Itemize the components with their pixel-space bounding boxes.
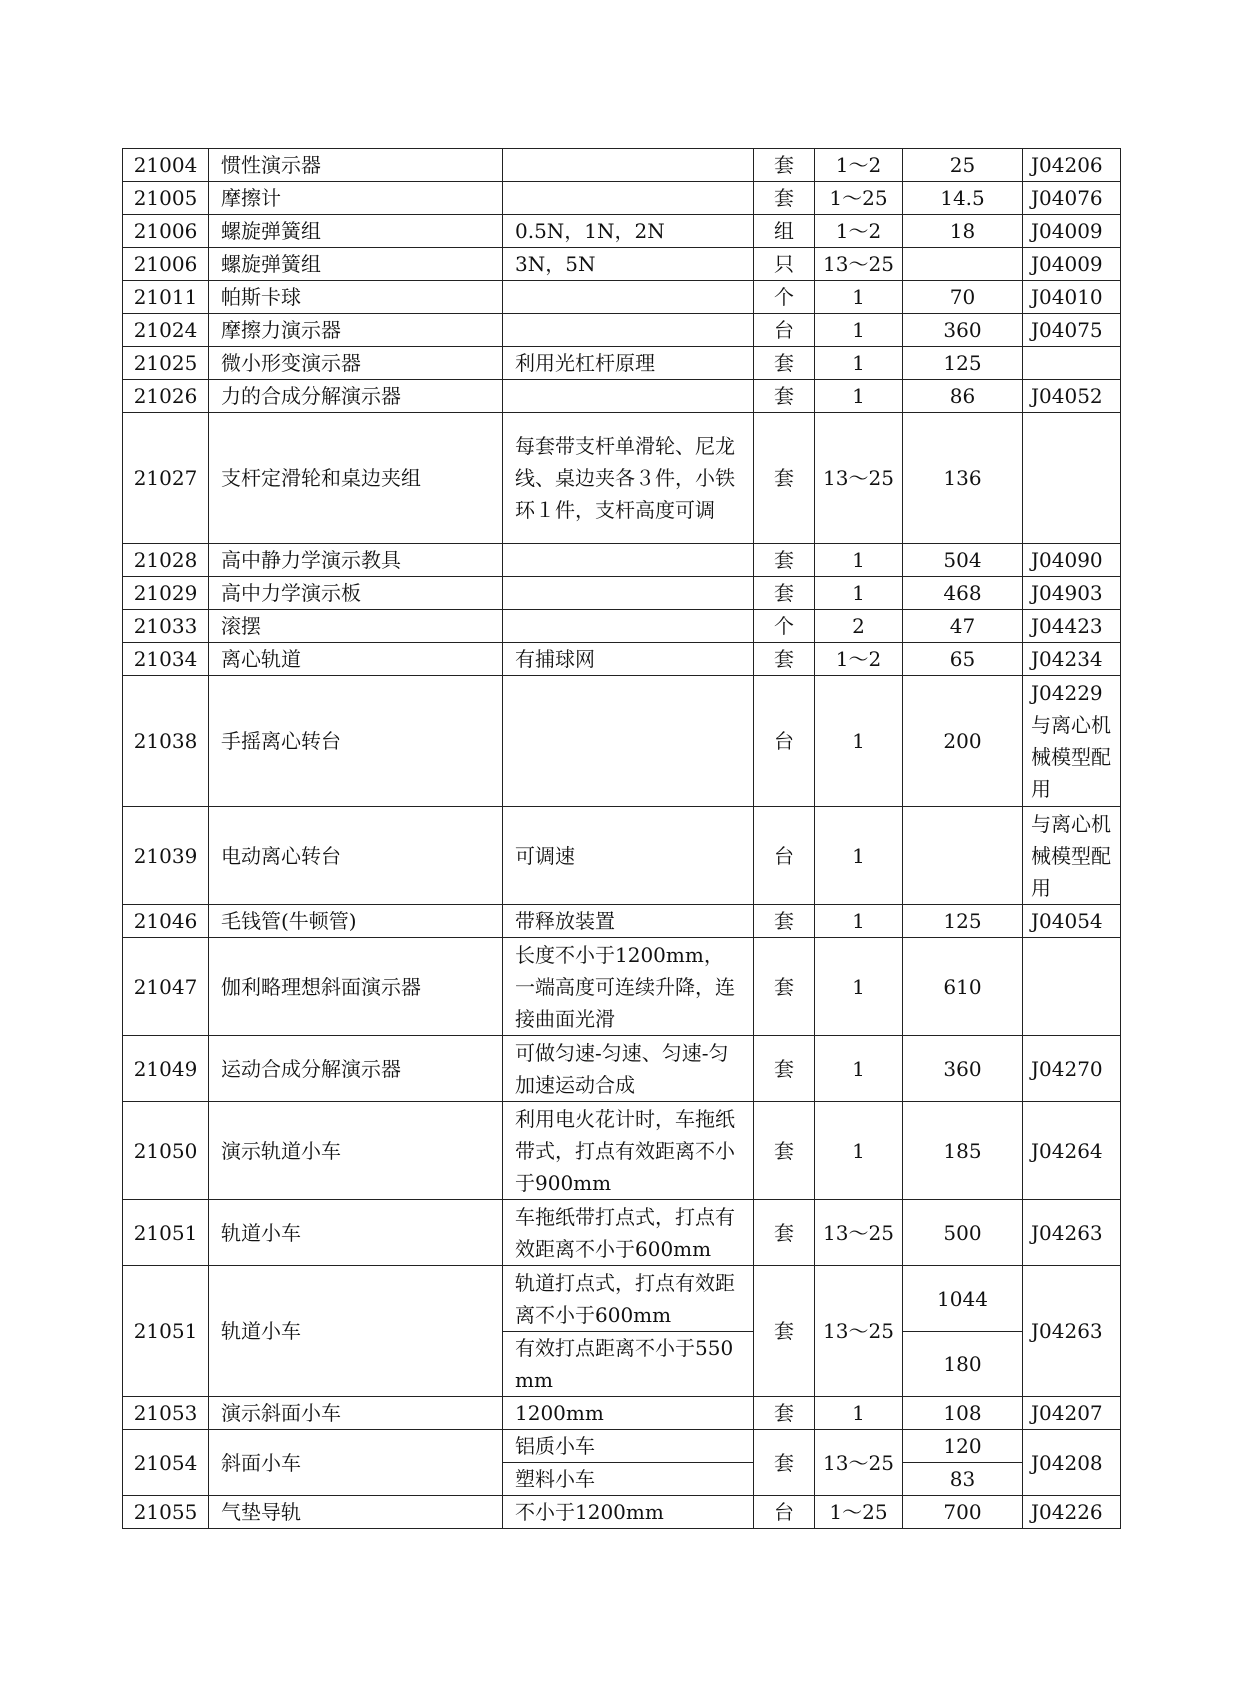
item-name-cell: 摩擦力演示器: [209, 314, 503, 347]
item-number-cell: 21055: [123, 1496, 209, 1529]
item-spec-cell: 带释放装置: [503, 905, 754, 938]
item-spec-cell: [503, 544, 754, 577]
item-code-cell: J04423: [1023, 610, 1121, 643]
item-price-cell: 1044: [903, 1266, 1023, 1332]
item-qty-cell: 1～2: [815, 215, 903, 248]
item-number-cell: 21046: [123, 905, 209, 938]
item-name-cell: 螺旋弹簧组: [209, 248, 503, 281]
item-number-cell: 21054: [123, 1430, 209, 1496]
item-code-cell: J04009: [1023, 215, 1121, 248]
item-spec-cell: 不小于1200mm: [503, 1496, 754, 1529]
item-number-cell: 21034: [123, 643, 209, 676]
item-price-cell: 700: [903, 1496, 1023, 1529]
item-spec-cell: 有效打点距离不小于550mm: [503, 1332, 754, 1397]
item-number-cell: 21026: [123, 380, 209, 413]
table-row: [123, 1036, 1121, 1102]
item-qty-cell: 13～25: [815, 248, 903, 281]
item-unit-cell: 套: [754, 938, 815, 1036]
item-price-cell: 504: [903, 544, 1023, 577]
item-spec-cell: [503, 182, 754, 215]
item-price-cell: 65: [903, 643, 1023, 676]
item-code-cell: J04270: [1023, 1036, 1121, 1102]
item-unit-cell: 套: [754, 182, 815, 215]
item-spec-cell: 车拖纸带打点式，打点有效距离不小于600mm: [503, 1200, 754, 1266]
item-price-cell: 86: [903, 380, 1023, 413]
item-code-cell: J04076: [1023, 182, 1121, 215]
item-qty-cell: 13～25: [815, 1200, 903, 1266]
item-price-cell: 18: [903, 215, 1023, 248]
item-qty-cell: 1～2: [815, 643, 903, 676]
item-name-cell: 运动合成分解演示器: [209, 1036, 503, 1102]
item-unit-cell: 套: [754, 1102, 815, 1200]
item-unit-cell: 套: [754, 380, 815, 413]
item-qty-cell: 1: [815, 314, 903, 347]
table-row: [123, 610, 1121, 643]
item-qty-cell: 1: [815, 1036, 903, 1102]
item-code-cell: [1023, 413, 1121, 544]
table-row: [123, 676, 1121, 807]
item-qty-cell: 1: [815, 807, 903, 905]
item-unit-cell: 套: [754, 643, 815, 676]
item-qty-cell: 1: [815, 1102, 903, 1200]
item-price-cell: 83: [903, 1463, 1023, 1496]
item-price-cell: 500: [903, 1200, 1023, 1266]
table-row: [123, 314, 1121, 347]
item-number-cell: 21039: [123, 807, 209, 905]
item-number-cell: 21047: [123, 938, 209, 1036]
item-code-cell: J04054: [1023, 905, 1121, 938]
item-name-cell: 螺旋弹簧组: [209, 215, 503, 248]
item-name-cell: 演示斜面小车: [209, 1397, 503, 1430]
item-code-cell: [1023, 347, 1121, 380]
item-number-cell: 21053: [123, 1397, 209, 1430]
item-number-cell: 21004: [123, 149, 209, 182]
item-code-cell: 与离心机械模型配用: [1023, 807, 1121, 905]
item-code-cell: [1023, 938, 1121, 1036]
item-name-cell: 惯性演示器: [209, 149, 503, 182]
item-name-cell: 力的合成分解演示器: [209, 380, 503, 413]
item-price-cell: 47: [903, 610, 1023, 643]
item-number-cell: 21050: [123, 1102, 209, 1200]
item-unit-cell: 套: [754, 577, 815, 610]
item-name-cell: 手摇离心转台: [209, 676, 503, 807]
table-row: [123, 807, 1121, 905]
item-price-cell: 108: [903, 1397, 1023, 1430]
equipment-table: [122, 148, 1121, 1529]
item-unit-cell: 套: [754, 1036, 815, 1102]
item-code-cell: J04207: [1023, 1397, 1121, 1430]
item-number-cell: 21051: [123, 1200, 209, 1266]
item-unit-cell: 台: [754, 314, 815, 347]
item-spec-cell: 铝质小车: [503, 1430, 754, 1463]
table-row: [123, 347, 1121, 380]
item-code-cell: J04264: [1023, 1102, 1121, 1200]
item-qty-cell: 1～2: [815, 149, 903, 182]
item-price-cell: 14.5: [903, 182, 1023, 215]
item-qty-cell: 13～25: [815, 1430, 903, 1496]
table-row: [123, 544, 1121, 577]
item-unit-cell: 只: [754, 248, 815, 281]
item-price-cell: 468: [903, 577, 1023, 610]
item-unit-cell: 套: [754, 1397, 815, 1430]
item-spec-cell: 可做匀速-匀速、匀速-匀加速运动合成: [503, 1036, 754, 1102]
table-row: [123, 248, 1121, 281]
item-qty-cell: 1～25: [815, 1496, 903, 1529]
item-spec-cell: [503, 380, 754, 413]
item-spec-cell: [503, 610, 754, 643]
item-number-cell: 21005: [123, 182, 209, 215]
item-name-cell: 轨道小车: [209, 1266, 503, 1397]
item-code-cell: J04263: [1023, 1200, 1121, 1266]
item-unit-cell: 套: [754, 347, 815, 380]
item-number-cell: 21028: [123, 544, 209, 577]
item-code-cell: J04208: [1023, 1430, 1121, 1496]
item-code-cell: J04052: [1023, 380, 1121, 413]
item-qty-cell: 1: [815, 676, 903, 807]
item-spec-cell: 1200mm: [503, 1397, 754, 1430]
item-name-cell: 电动离心转台: [209, 807, 503, 905]
item-spec-cell: 3N，5N: [503, 248, 754, 281]
item-number-cell: 21038: [123, 676, 209, 807]
item-number-cell: 21024: [123, 314, 209, 347]
item-qty-cell: 1: [815, 938, 903, 1036]
table-row: [123, 1430, 1121, 1463]
item-spec-cell: 塑料小车: [503, 1463, 754, 1496]
item-price-cell: 125: [903, 905, 1023, 938]
item-name-cell: 摩擦计: [209, 182, 503, 215]
item-spec-cell: 利用电火花计时，车拖纸带式，打点有效距离不小于900mm: [503, 1102, 754, 1200]
item-price-cell: 125: [903, 347, 1023, 380]
item-spec-cell: 长度不小于1200mm，一端高度可连续升降，连接曲面光滑: [503, 938, 754, 1036]
item-code-cell: J04010: [1023, 281, 1121, 314]
item-price-cell: 200: [903, 676, 1023, 807]
item-price-cell: 70: [903, 281, 1023, 314]
item-qty-cell: 1: [815, 347, 903, 380]
item-qty-cell: 1: [815, 1397, 903, 1430]
table-row: [123, 938, 1121, 1036]
table-row: [123, 1102, 1121, 1200]
item-name-cell: 气垫导轨: [209, 1496, 503, 1529]
item-qty-cell: 1: [815, 577, 903, 610]
table-row: [123, 1266, 1121, 1332]
item-price-cell: [903, 807, 1023, 905]
item-qty-cell: 1: [815, 905, 903, 938]
item-spec-cell: 有捕球网: [503, 643, 754, 676]
table-row: [123, 281, 1121, 314]
item-code-cell: J04234: [1023, 643, 1121, 676]
item-name-cell: 支杆定滑轮和桌边夹组: [209, 413, 503, 544]
item-price-cell: 610: [903, 938, 1023, 1036]
item-price-cell: [903, 248, 1023, 281]
item-unit-cell: 套: [754, 413, 815, 544]
item-price-cell: 25: [903, 149, 1023, 182]
item-code-cell: J04263: [1023, 1266, 1121, 1397]
item-number-cell: 21029: [123, 577, 209, 610]
item-name-cell: 演示轨道小车: [209, 1102, 503, 1200]
table-row: [123, 380, 1121, 413]
item-name-cell: 高中静力学演示教具: [209, 544, 503, 577]
item-unit-cell: 套: [754, 905, 815, 938]
item-number-cell: 21027: [123, 413, 209, 544]
item-name-cell: 帕斯卡球: [209, 281, 503, 314]
table-row: [123, 215, 1121, 248]
item-unit-cell: 套: [754, 544, 815, 577]
item-spec-cell: [503, 314, 754, 347]
table-row: [123, 149, 1121, 182]
item-price-cell: 360: [903, 1036, 1023, 1102]
item-name-cell: 斜面小车: [209, 1430, 503, 1496]
item-price-cell: 120: [903, 1430, 1023, 1463]
item-unit-cell: 个: [754, 610, 815, 643]
item-name-cell: 高中力学演示板: [209, 577, 503, 610]
item-spec-cell: [503, 676, 754, 807]
item-code-cell: J04206: [1023, 149, 1121, 182]
item-qty-cell: 1: [815, 281, 903, 314]
item-unit-cell: 套: [754, 1200, 815, 1266]
item-unit-cell: 套: [754, 149, 815, 182]
item-number-cell: 21051: [123, 1266, 209, 1397]
item-code-cell: J04903: [1023, 577, 1121, 610]
item-code-cell: J04226: [1023, 1496, 1121, 1529]
item-unit-cell: 套: [754, 1430, 815, 1496]
item-unit-cell: 台: [754, 807, 815, 905]
item-number-cell: 21049: [123, 1036, 209, 1102]
item-spec-cell: 可调速: [503, 807, 754, 905]
item-name-cell: 滚摆: [209, 610, 503, 643]
table-row: [123, 643, 1121, 676]
item-number-cell: 21033: [123, 610, 209, 643]
item-number-cell: 21025: [123, 347, 209, 380]
equipment-table-body: [123, 149, 1121, 1529]
table-row: [123, 1496, 1121, 1529]
item-qty-cell: 13～25: [815, 413, 903, 544]
item-price-cell: 360: [903, 314, 1023, 347]
item-name-cell: 轨道小车: [209, 1200, 503, 1266]
item-code-cell: J04090: [1023, 544, 1121, 577]
item-number-cell: 21006: [123, 215, 209, 248]
item-qty-cell: 2: [815, 610, 903, 643]
item-spec-cell: 0.5N，1N，2N: [503, 215, 754, 248]
item-code-cell: J04075: [1023, 314, 1121, 347]
table-row: [123, 905, 1121, 938]
item-spec-cell: [503, 577, 754, 610]
item-price-cell: 180: [903, 1332, 1023, 1397]
item-name-cell: 毛钱管(牛顿管): [209, 905, 503, 938]
item-qty-cell: 1～25: [815, 182, 903, 215]
item-qty-cell: 1: [815, 380, 903, 413]
item-name-cell: 伽利略理想斜面演示器: [209, 938, 503, 1036]
item-unit-cell: 台: [754, 676, 815, 807]
item-number-cell: 21011: [123, 281, 209, 314]
item-unit-cell: 组: [754, 215, 815, 248]
item-number-cell: 21006: [123, 248, 209, 281]
table-row: [123, 577, 1121, 610]
item-spec-cell: 轨道打点式，打点有效距离不小于600mm: [503, 1266, 754, 1332]
item-spec-cell: [503, 149, 754, 182]
item-spec-cell: [503, 281, 754, 314]
item-name-cell: 离心轨道: [209, 643, 503, 676]
item-unit-cell: 个: [754, 281, 815, 314]
item-price-cell: 136: [903, 413, 1023, 544]
item-unit-cell: 套: [754, 1266, 815, 1397]
item-code-cell: J04229与离心机械模型配用: [1023, 676, 1121, 807]
item-name-cell: 微小形变演示器: [209, 347, 503, 380]
item-spec-cell: 每套带支杆单滑轮、尼龙线、桌边夹各３件，小铁环１件，支杆高度可调: [503, 413, 754, 544]
table-row: [123, 1397, 1121, 1430]
item-price-cell: 185: [903, 1102, 1023, 1200]
table-row: [123, 1200, 1121, 1266]
item-unit-cell: 台: [754, 1496, 815, 1529]
table-row: [123, 413, 1121, 544]
table-row: [123, 182, 1121, 215]
item-spec-cell: 利用光杠杆原理: [503, 347, 754, 380]
item-qty-cell: 1: [815, 544, 903, 577]
item-qty-cell: 13～25: [815, 1266, 903, 1397]
item-code-cell: J04009: [1023, 248, 1121, 281]
